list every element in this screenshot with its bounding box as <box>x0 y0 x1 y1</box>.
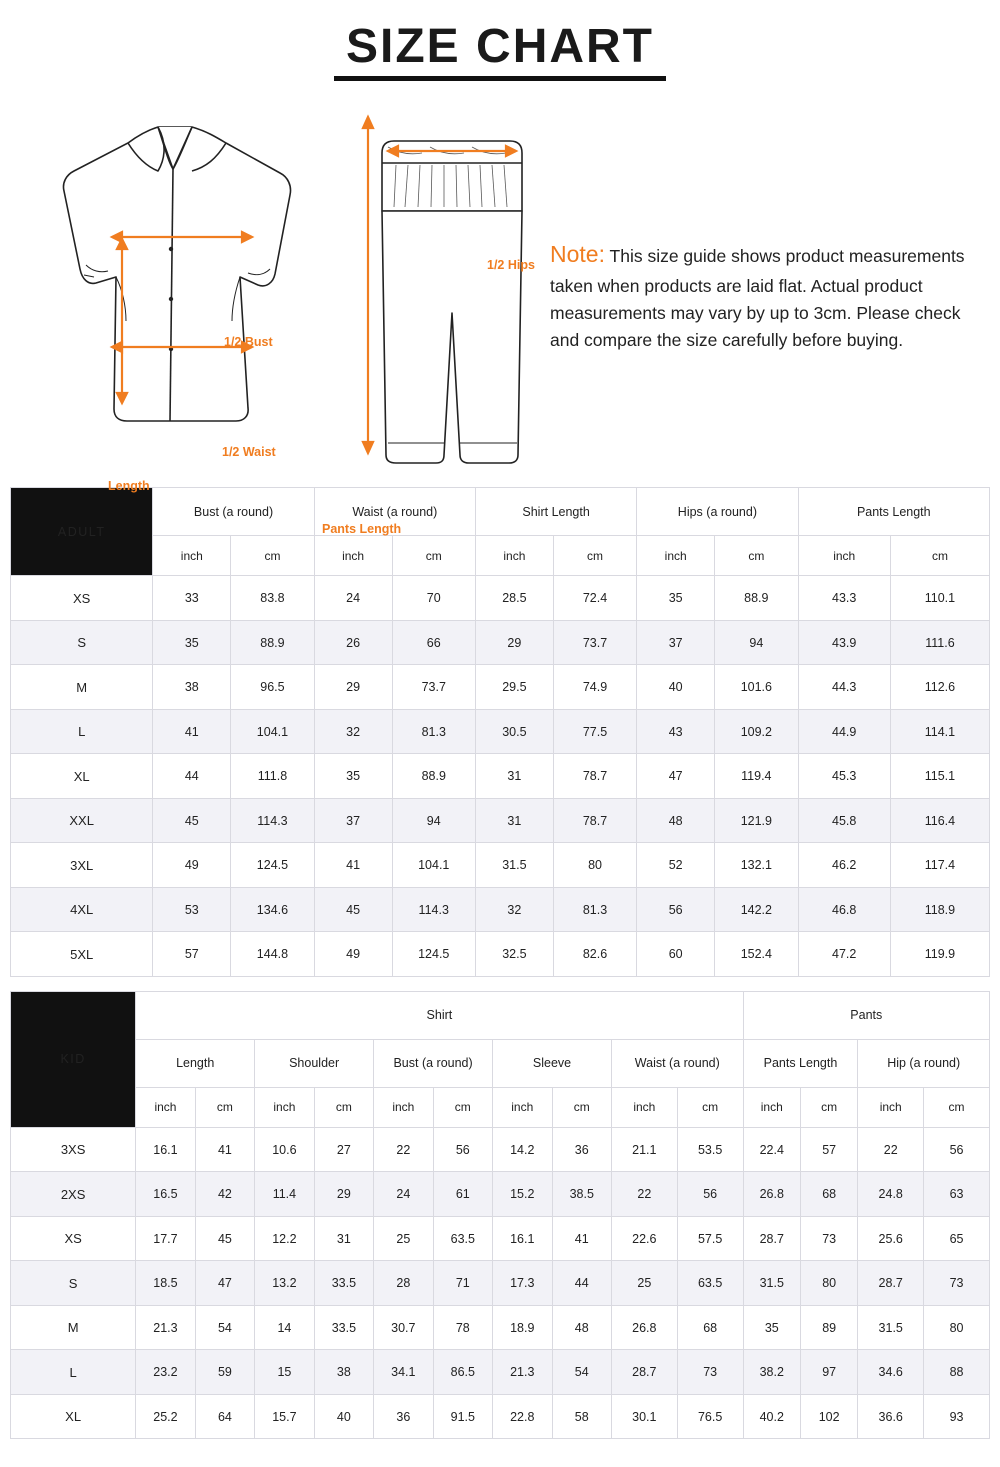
kid-cell-1-8: 36 <box>552 1127 611 1172</box>
adult-cell-8-6: 81.3 <box>553 887 636 932</box>
kid-cell-1-1: 16.1 <box>136 1127 195 1172</box>
kid-unit-header-10: cm <box>677 1087 743 1127</box>
adult-cell-7-4: 104.1 <box>392 843 475 888</box>
kid-group-header-7: Hip (a round) <box>858 1039 990 1087</box>
kid-cell-5-5: 30.7 <box>374 1305 433 1350</box>
adult-cell-1-1: 33 <box>153 576 231 621</box>
kid-cell-2-7: 15.2 <box>493 1172 552 1217</box>
kid-cell-3-4: 31 <box>314 1216 373 1261</box>
adult-cell-7-1: 49 <box>153 843 231 888</box>
adult-cell-8-2: 134.6 <box>231 887 314 932</box>
kid-cell-5-4: 33.5 <box>314 1305 373 1350</box>
kid-cell-6-4: 38 <box>314 1350 373 1395</box>
adult-cell-7-8: 132.1 <box>715 843 798 888</box>
kid-cell-4-12: 80 <box>800 1261 857 1306</box>
adult-cell-8-5: 32 <box>475 887 553 932</box>
kid-size-XS: XS <box>11 1216 136 1261</box>
adult-cell-3-4: 73.7 <box>392 665 475 710</box>
kid-cell-4-7: 17.3 <box>493 1261 552 1306</box>
adult-cell-5-6: 78.7 <box>553 754 636 799</box>
kid-cell-5-2: 54 <box>195 1305 254 1350</box>
kid-cell-1-7: 14.2 <box>493 1127 552 1172</box>
kid-cell-5-7: 18.9 <box>493 1305 552 1350</box>
adult-cell-5-3: 35 <box>314 754 392 799</box>
kid-cell-1-13: 22 <box>858 1127 924 1172</box>
adult-cell-2-8: 94 <box>715 620 798 665</box>
adult-cell-6-10: 116.4 <box>890 798 989 843</box>
adult-cell-3-3: 29 <box>314 665 392 710</box>
table-row <box>11 843 990 888</box>
kid-cell-2-4: 29 <box>314 1172 373 1217</box>
kid-cell-4-9: 25 <box>611 1261 677 1306</box>
note-label: Note: <box>550 241 605 268</box>
kid-unit-header-5: inch <box>374 1087 433 1127</box>
kid-unit-header-8: cm <box>552 1087 611 1127</box>
adult-cell-1-2: 83.8 <box>231 576 314 621</box>
kid-cell-7-13: 36.6 <box>858 1394 924 1439</box>
label-length: Length <box>108 479 150 494</box>
table-row <box>11 1350 990 1395</box>
adult-cell-9-6: 82.6 <box>553 932 636 977</box>
kid-cell-6-3: 15 <box>255 1350 314 1395</box>
table-row <box>11 754 990 799</box>
adult-cell-6-3: 37 <box>314 798 392 843</box>
adult-unit-header-7: inch <box>637 536 715 576</box>
kid-cell-2-10: 56 <box>677 1172 743 1217</box>
kid-cell-6-1: 23.2 <box>136 1350 195 1395</box>
adult-cell-1-8: 88.9 <box>715 576 798 621</box>
table-row <box>11 665 990 710</box>
table-row <box>11 1261 990 1306</box>
kid-cell-6-2: 59 <box>195 1350 254 1395</box>
adult-group-header-2: Waist (a round) <box>314 488 475 536</box>
table-row <box>11 798 990 843</box>
adult-size-table <box>10 487 990 977</box>
kid-cell-5-1: 21.3 <box>136 1305 195 1350</box>
kid-super-header-pants: Pants <box>743 991 989 1039</box>
kid-cell-7-10: 76.5 <box>677 1394 743 1439</box>
kid-cell-4-2: 47 <box>195 1261 254 1306</box>
adult-cell-5-7: 47 <box>637 754 715 799</box>
kid-cell-4-10: 63.5 <box>677 1261 743 1306</box>
kid-cell-6-14: 88 <box>924 1350 990 1395</box>
kid-cell-3-10: 57.5 <box>677 1216 743 1261</box>
kid-cell-5-9: 26.8 <box>611 1305 677 1350</box>
kid-header-row-groups <box>11 1039 990 1087</box>
note-text: This size guide shows product measurements taken when products are laid flat. Actual product measurements may vary by up to 3cm. Please check and compare the size carefully before buying. <box>550 246 965 351</box>
kid-cell-2-13: 24.8 <box>858 1172 924 1217</box>
kid-cell-5-8: 48 <box>552 1305 611 1350</box>
adult-cell-4-10: 114.1 <box>890 709 989 754</box>
kid-cell-7-5: 36 <box>374 1394 433 1439</box>
kid-cell-3-8: 41 <box>552 1216 611 1261</box>
adult-cell-3-1: 38 <box>153 665 231 710</box>
adult-unit-header-2: cm <box>231 536 314 576</box>
adult-cell-2-3: 26 <box>314 620 392 665</box>
adult-cell-5-9: 45.3 <box>798 754 890 799</box>
kid-cell-7-14: 93 <box>924 1394 990 1439</box>
adult-cell-7-7: 52 <box>637 843 715 888</box>
table-row <box>11 1127 990 1172</box>
kid-group-header-4: Sleeve <box>493 1039 612 1087</box>
kid-unit-header-2: cm <box>195 1087 254 1127</box>
kid-cell-1-9: 21.1 <box>611 1127 677 1172</box>
kid-cell-1-3: 10.6 <box>255 1127 314 1172</box>
kid-table-label: KID <box>11 991 136 1127</box>
kid-unit-header-14: cm <box>924 1087 990 1127</box>
adult-cell-5-8: 119.4 <box>715 754 798 799</box>
kid-unit-header-7: inch <box>493 1087 552 1127</box>
kid-cell-1-10: 53.5 <box>677 1127 743 1172</box>
pants-illustration <box>310 103 540 483</box>
table-row <box>11 1172 990 1217</box>
adult-header-row-units <box>11 536 990 576</box>
kid-cell-7-9: 30.1 <box>611 1394 677 1439</box>
adult-cell-1-3: 24 <box>314 576 392 621</box>
kid-cell-7-4: 40 <box>314 1394 373 1439</box>
adult-cell-9-7: 60 <box>637 932 715 977</box>
shirt-illustration <box>40 109 300 439</box>
adult-cell-3-7: 40 <box>637 665 715 710</box>
adult-cell-6-5: 31 <box>475 798 553 843</box>
adult-cell-4-8: 109.2 <box>715 709 798 754</box>
adult-cell-1-4: 70 <box>392 576 475 621</box>
kid-cell-7-7: 22.8 <box>493 1394 552 1439</box>
kid-cell-1-2: 41 <box>195 1127 254 1172</box>
kid-cell-4-1: 18.5 <box>136 1261 195 1306</box>
kid-cell-5-11: 35 <box>743 1305 800 1350</box>
kid-cell-6-13: 34.6 <box>858 1350 924 1395</box>
table-spacer <box>10 977 990 991</box>
label-half-waist: 1/2 Waist <box>222 445 276 460</box>
kid-cell-7-12: 102 <box>800 1394 857 1439</box>
kid-cell-5-13: 31.5 <box>858 1305 924 1350</box>
table-row <box>11 932 990 977</box>
adult-cell-4-9: 44.9 <box>798 709 890 754</box>
kid-cell-3-1: 17.7 <box>136 1216 195 1261</box>
kid-cell-2-12: 68 <box>800 1172 857 1217</box>
kid-cell-5-10: 68 <box>677 1305 743 1350</box>
adult-cell-9-5: 32.5 <box>475 932 553 977</box>
adult-group-header-1: Bust (a round) <box>153 488 314 536</box>
adult-cell-2-4: 66 <box>392 620 475 665</box>
kid-cell-7-2: 64 <box>195 1394 254 1439</box>
kid-size-2XS: 2XS <box>11 1172 136 1217</box>
adult-unit-header-1: inch <box>153 536 231 576</box>
adult-cell-6-1: 45 <box>153 798 231 843</box>
adult-cell-7-10: 117.4 <box>890 843 989 888</box>
adult-cell-2-9: 43.9 <box>798 620 890 665</box>
adult-cell-8-7: 56 <box>637 887 715 932</box>
adult-cell-2-7: 37 <box>637 620 715 665</box>
kid-cell-4-11: 31.5 <box>743 1261 800 1306</box>
kid-unit-header-11: inch <box>743 1087 800 1127</box>
adult-cell-2-2: 88.9 <box>231 620 314 665</box>
adult-cell-9-2: 144.8 <box>231 932 314 977</box>
adult-cell-9-10: 119.9 <box>890 932 989 977</box>
adult-cell-8-3: 45 <box>314 887 392 932</box>
adult-cell-7-6: 80 <box>553 843 636 888</box>
table-row <box>11 1216 990 1261</box>
adult-cell-7-5: 31.5 <box>475 843 553 888</box>
kid-cell-3-3: 12.2 <box>255 1216 314 1261</box>
kid-cell-4-8: 44 <box>552 1261 611 1306</box>
kid-cell-2-6: 61 <box>433 1172 492 1217</box>
kid-size-L: L <box>11 1350 136 1395</box>
label-pants-length: Pants Length <box>322 522 402 537</box>
kid-unit-header-3: inch <box>255 1087 314 1127</box>
label-half-hips: 1/2 Hips <box>487 258 535 273</box>
kid-size-3XS: 3XS <box>11 1127 136 1172</box>
kid-cell-3-6: 63.5 <box>433 1216 492 1261</box>
kid-unit-header-1: inch <box>136 1087 195 1127</box>
kid-cell-2-8: 38.5 <box>552 1172 611 1217</box>
kid-unit-header-6: cm <box>433 1087 492 1127</box>
adult-cell-6-9: 45.8 <box>798 798 890 843</box>
kid-cell-6-12: 97 <box>800 1350 857 1395</box>
kid-cell-2-1: 16.5 <box>136 1172 195 1217</box>
kid-cell-2-9: 22 <box>611 1172 677 1217</box>
kid-cell-3-2: 45 <box>195 1216 254 1261</box>
kid-cell-7-3: 15.7 <box>255 1394 314 1439</box>
adult-cell-4-6: 77.5 <box>553 709 636 754</box>
adult-cell-6-8: 121.9 <box>715 798 798 843</box>
adult-size-XL: XL <box>11 754 153 799</box>
adult-cell-7-2: 124.5 <box>231 843 314 888</box>
adult-unit-header-4: cm <box>392 536 475 576</box>
kid-cell-1-5: 22 <box>374 1127 433 1172</box>
adult-cell-4-2: 104.1 <box>231 709 314 754</box>
kid-size-M: M <box>11 1305 136 1350</box>
adult-cell-6-6: 78.7 <box>553 798 636 843</box>
kid-cell-1-6: 56 <box>433 1127 492 1172</box>
kid-cell-1-12: 57 <box>800 1127 857 1172</box>
kid-cell-6-5: 34.1 <box>374 1350 433 1395</box>
adult-table-label: ADULT <box>11 488 153 576</box>
kid-cell-4-4: 33.5 <box>314 1261 373 1306</box>
adult-cell-3-6: 74.9 <box>553 665 636 710</box>
title-container <box>10 0 990 81</box>
adult-cell-3-8: 101.6 <box>715 665 798 710</box>
kid-super-header-shirt: Shirt <box>136 991 743 1039</box>
table-row <box>11 620 990 665</box>
kid-cell-4-6: 71 <box>433 1261 492 1306</box>
kid-cell-7-8: 58 <box>552 1394 611 1439</box>
adult-size-5XL: 5XL <box>11 932 153 977</box>
adult-cell-1-6: 72.4 <box>553 576 636 621</box>
adult-cell-5-5: 31 <box>475 754 553 799</box>
kid-cell-4-3: 13.2 <box>255 1261 314 1306</box>
adult-cell-4-3: 32 <box>314 709 392 754</box>
kid-cell-5-6: 78 <box>433 1305 492 1350</box>
adult-unit-header-9: inch <box>798 536 890 576</box>
kid-size-S: S <box>11 1261 136 1306</box>
kid-cell-3-13: 25.6 <box>858 1216 924 1261</box>
kid-header-row-units <box>11 1087 990 1127</box>
adult-cell-8-4: 114.3 <box>392 887 475 932</box>
adult-size-XS: XS <box>11 576 153 621</box>
kid-cell-2-3: 11.4 <box>255 1172 314 1217</box>
adult-cell-4-4: 81.3 <box>392 709 475 754</box>
kid-cell-6-7: 21.3 <box>493 1350 552 1395</box>
table-row <box>11 576 990 621</box>
kid-group-header-6: Pants Length <box>743 1039 858 1087</box>
table-row <box>11 887 990 932</box>
table-row <box>11 1394 990 1439</box>
adult-size-3XL: 3XL <box>11 843 153 888</box>
adult-cell-6-4: 94 <box>392 798 475 843</box>
kid-cell-6-9: 28.7 <box>611 1350 677 1395</box>
adult-cell-4-7: 43 <box>637 709 715 754</box>
adult-cell-3-10: 112.6 <box>890 665 989 710</box>
adult-unit-header-10: cm <box>890 536 989 576</box>
kid-cell-4-13: 28.7 <box>858 1261 924 1306</box>
adult-cell-9-8: 152.4 <box>715 932 798 977</box>
kid-cell-6-10: 73 <box>677 1350 743 1395</box>
kid-unit-header-12: cm <box>800 1087 857 1127</box>
adult-cell-5-10: 115.1 <box>890 754 989 799</box>
adult-size-M: M <box>11 665 153 710</box>
kid-cell-6-8: 54 <box>552 1350 611 1395</box>
adult-unit-header-6: cm <box>553 536 636 576</box>
kid-group-header-1: Length <box>136 1039 255 1087</box>
adult-cell-5-2: 111.8 <box>231 754 314 799</box>
adult-group-header-3: Shirt Length <box>475 488 636 536</box>
adult-cell-1-9: 43.3 <box>798 576 890 621</box>
adult-unit-header-5: inch <box>475 536 553 576</box>
kid-cell-6-11: 38.2 <box>743 1350 800 1395</box>
kid-cell-4-14: 73 <box>924 1261 990 1306</box>
adult-group-header-4: Hips (a round) <box>637 488 798 536</box>
kid-cell-7-6: 91.5 <box>433 1394 492 1439</box>
kid-group-header-2: Shoulder <box>255 1039 374 1087</box>
adult-cell-2-6: 73.7 <box>553 620 636 665</box>
adult-cell-9-4: 124.5 <box>392 932 475 977</box>
kid-cell-3-7: 16.1 <box>493 1216 552 1261</box>
adult-unit-header-8: cm <box>715 536 798 576</box>
kid-cell-5-14: 80 <box>924 1305 990 1350</box>
adult-cell-2-1: 35 <box>153 620 231 665</box>
kid-cell-7-11: 40.2 <box>743 1394 800 1439</box>
note-block <box>550 237 985 354</box>
adult-cell-5-1: 44 <box>153 754 231 799</box>
page-title: SIZE CHART <box>334 22 666 81</box>
adult-cell-3-9: 44.3 <box>798 665 890 710</box>
adult-cell-7-3: 41 <box>314 843 392 888</box>
label-half-bust: 1/2 Bust <box>224 335 273 350</box>
kid-unit-header-4: cm <box>314 1087 373 1127</box>
adult-size-4XL: 4XL <box>11 887 153 932</box>
adult-cell-9-1: 57 <box>153 932 231 977</box>
adult-cell-7-9: 46.2 <box>798 843 890 888</box>
kid-group-header-3: Bust (a round) <box>374 1039 493 1087</box>
adult-cell-9-3: 49 <box>314 932 392 977</box>
kid-unit-header-9: inch <box>611 1087 677 1127</box>
adult-size-S: S <box>11 620 153 665</box>
adult-cell-5-4: 88.9 <box>392 754 475 799</box>
adult-cell-2-10: 111.6 <box>890 620 989 665</box>
kid-cell-3-5: 25 <box>374 1216 433 1261</box>
table-row <box>11 709 990 754</box>
adult-cell-8-9: 46.8 <box>798 887 890 932</box>
kid-cell-2-2: 42 <box>195 1172 254 1217</box>
kid-cell-5-12: 89 <box>800 1305 857 1350</box>
adult-cell-1-10: 110.1 <box>890 576 989 621</box>
kid-size-XL: XL <box>11 1394 136 1439</box>
kid-group-header-5: Waist (a round) <box>611 1039 743 1087</box>
kid-cell-6-6: 86.5 <box>433 1350 492 1395</box>
adult-unit-header-3: inch <box>314 536 392 576</box>
adult-cell-1-5: 28.5 <box>475 576 553 621</box>
kid-table-wrapper <box>10 991 990 1440</box>
kid-cell-3-14: 65 <box>924 1216 990 1261</box>
adult-cell-6-2: 114.3 <box>231 798 314 843</box>
kid-size-table <box>10 991 990 1440</box>
kid-cell-1-4: 27 <box>314 1127 373 1172</box>
kid-cell-4-5: 28 <box>374 1261 433 1306</box>
adult-cell-1-7: 35 <box>637 576 715 621</box>
kid-cell-3-9: 22.6 <box>611 1216 677 1261</box>
kid-cell-2-5: 24 <box>374 1172 433 1217</box>
kid-header-row-super <box>11 991 990 1039</box>
kid-cell-3-12: 73 <box>800 1216 857 1261</box>
table-row <box>11 1305 990 1350</box>
kid-cell-3-11: 28.7 <box>743 1216 800 1261</box>
kid-cell-1-11: 22.4 <box>743 1127 800 1172</box>
adult-size-L: L <box>11 709 153 754</box>
kid-cell-1-14: 56 <box>924 1127 990 1172</box>
adult-cell-4-5: 30.5 <box>475 709 553 754</box>
adult-size-XXL: XXL <box>11 798 153 843</box>
adult-cell-2-5: 29 <box>475 620 553 665</box>
adult-cell-8-8: 142.2 <box>715 887 798 932</box>
adult-cell-3-5: 29.5 <box>475 665 553 710</box>
adult-cell-8-1: 53 <box>153 887 231 932</box>
adult-cell-6-7: 48 <box>637 798 715 843</box>
kid-unit-header-13: inch <box>858 1087 924 1127</box>
kid-cell-7-1: 25.2 <box>136 1394 195 1439</box>
kid-cell-2-14: 63 <box>924 1172 990 1217</box>
adult-cell-8-10: 118.9 <box>890 887 989 932</box>
kid-cell-2-11: 26.8 <box>743 1172 800 1217</box>
adult-table-wrapper <box>10 487 990 977</box>
adult-header-row-groups <box>11 488 990 536</box>
adult-cell-9-9: 47.2 <box>798 932 890 977</box>
adult-group-header-5: Pants Length <box>798 488 989 536</box>
adult-cell-4-1: 41 <box>153 709 231 754</box>
kid-cell-5-3: 14 <box>255 1305 314 1350</box>
adult-cell-3-2: 96.5 <box>231 665 314 710</box>
